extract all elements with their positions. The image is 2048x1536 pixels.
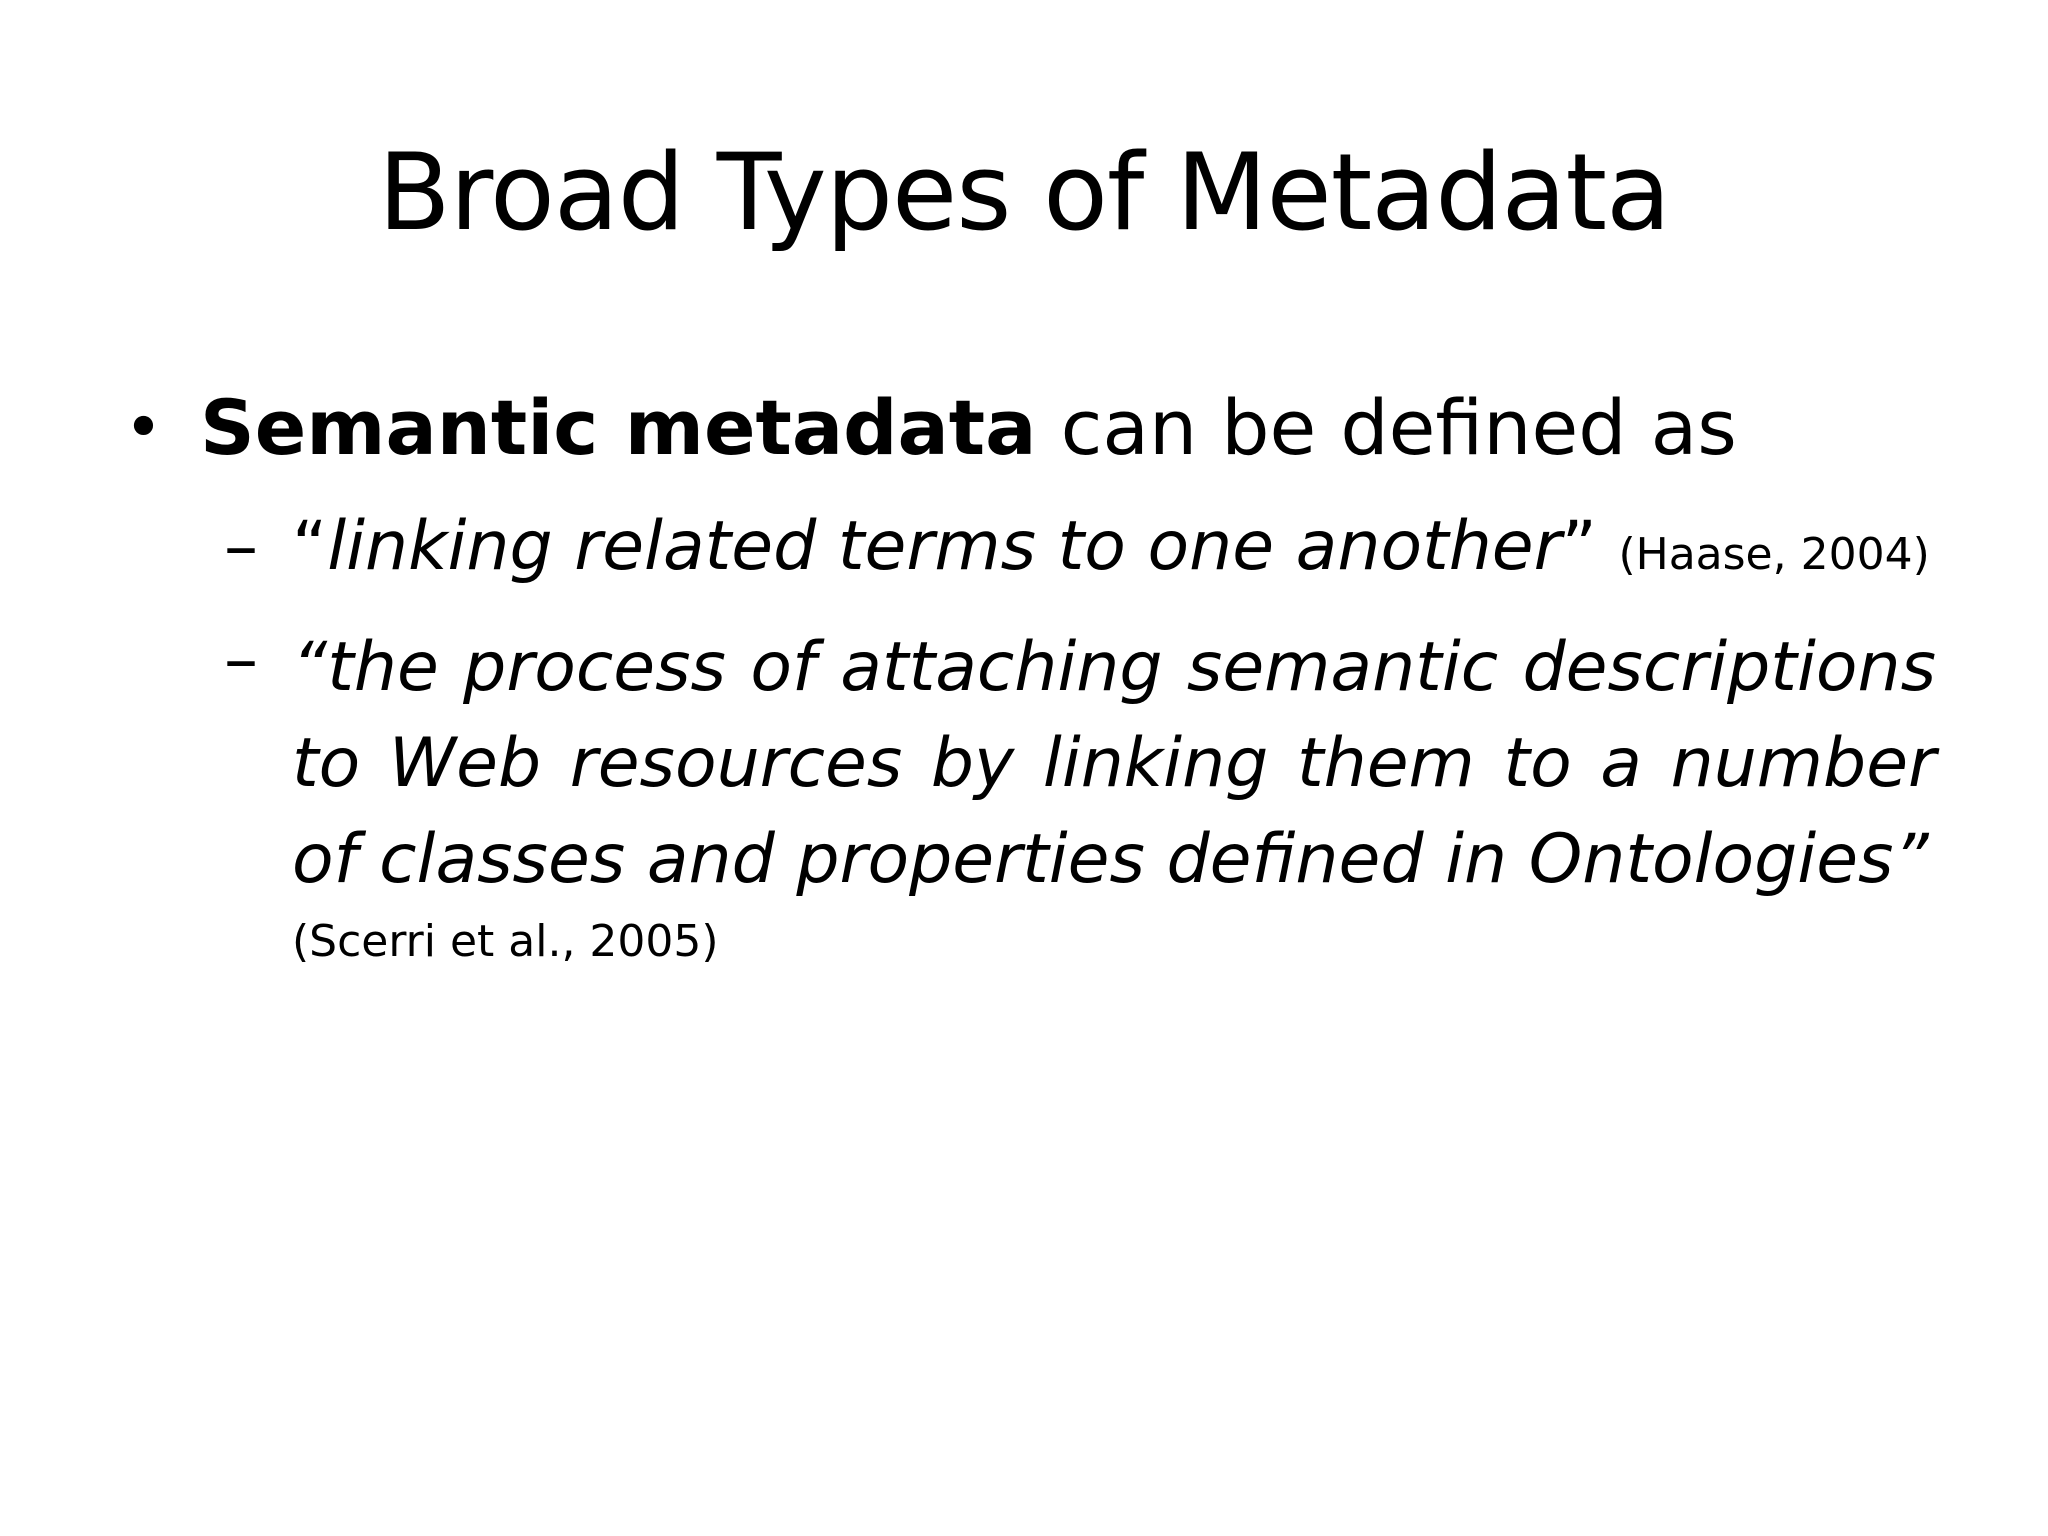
open-quote: “: [292, 507, 328, 586]
dash-icon: –: [224, 620, 258, 699]
sub-item-body: [292, 620, 1936, 974]
slide-title: Broad Types of Metadata: [378, 131, 1670, 254]
citation: (Haase, 2004): [1618, 529, 1930, 580]
bullet-text: [200, 378, 1737, 478]
quote-text: “the process of attaching semantic descriptions to Web resources by linking them to a number of classes and properties defined in Ontologies”: [292, 628, 1936, 899]
sub-item-body: [292, 502, 1936, 600]
quote-text: linking related terms to one another: [327, 507, 1562, 586]
bullet-dot-icon: •: [124, 389, 163, 466]
close-quote: ”: [1561, 507, 1597, 586]
bullet-bold-term: Semantic metadata: [200, 383, 1037, 472]
citation: (Scerri et al., 2005): [292, 916, 719, 967]
bullet-rest: can be defined as: [1036, 383, 1737, 472]
dash-icon: –: [224, 507, 258, 586]
